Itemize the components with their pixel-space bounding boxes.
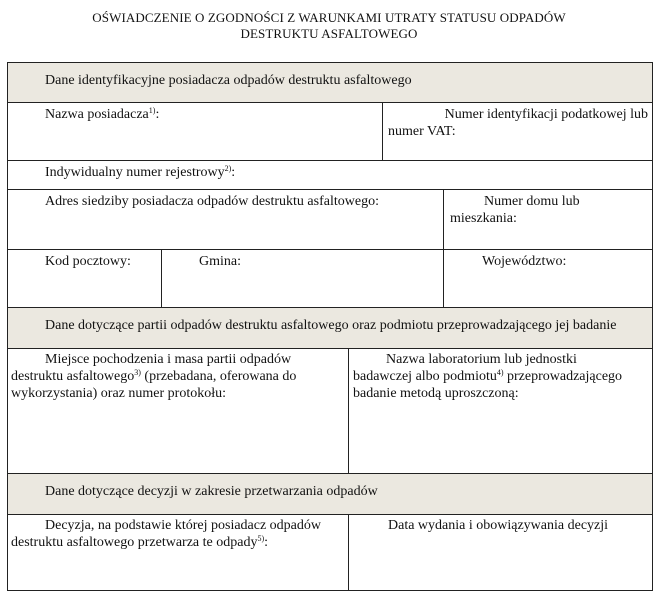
- laboratory-line-2-a: badawczej albo podmiotu: [353, 369, 497, 384]
- footnote-marker: 1): [148, 106, 156, 115]
- voivodeship-label: Województwo:: [482, 254, 567, 269]
- cell-divider: [348, 514, 349, 591]
- registry-number-text: Indywidualny numer rejestrowy: [45, 165, 225, 180]
- form-title-line-2: DESTRUKTU ASFALTOWEGO: [240, 26, 418, 41]
- decision-label: [11, 517, 345, 551]
- origin-line-2: [11, 368, 345, 385]
- table-border-left: [7, 62, 8, 591]
- origin-line-3: wykorzystania) oraz numer protokołu:: [11, 386, 226, 401]
- form-title: [0, 10, 658, 42]
- origin-label: [11, 351, 345, 402]
- tax-id-label: [386, 106, 648, 140]
- origin-line-2-a: destruktu asfaltowego: [11, 369, 135, 384]
- table-border-right: [652, 62, 653, 591]
- laboratory-line-2: [353, 368, 649, 385]
- section-header-decision: Dane dotyczące decyzji w zakresie przetwarzania odpadów: [45, 484, 378, 499]
- table-rule: [7, 307, 653, 308]
- laboratory-line-2-b: przeprowadzającego: [503, 369, 623, 384]
- tax-id-line-2: numer VAT:: [388, 124, 456, 139]
- table-rule: [7, 249, 653, 250]
- house-number-line-1: Numer domu lub: [484, 194, 580, 209]
- cell-divider: [382, 102, 383, 160]
- laboratory-line-3: badanie metodą uproszczoną:: [353, 386, 519, 401]
- laboratory-label: [353, 351, 649, 402]
- table-rule: [7, 189, 653, 190]
- cell-divider: [161, 249, 162, 308]
- table-rule: [7, 348, 653, 349]
- decision-line-2: [11, 534, 345, 551]
- footnote-marker: 2): [224, 164, 232, 173]
- origin-line-1: Miejsce pochodzenia i masa partii odpadów: [45, 352, 292, 367]
- commune-label: Gmina:: [199, 254, 241, 269]
- section-header-identification: Dane identyfikacyjne posiadacza odpadów destruktu asfaltowego: [45, 73, 412, 88]
- house-number-label: [448, 193, 648, 227]
- tax-id-line-1: Numer identyfikacji podatkowej lub: [444, 107, 648, 122]
- table-rule: [7, 102, 653, 103]
- cell-divider: [443, 189, 444, 308]
- table-rule: [7, 160, 653, 161]
- footnote-marker: 3): [134, 368, 141, 377]
- form-title-line-1: OŚWIADCZENIE O ZGODNOŚCI Z WARUNKAMI UTRATY STATUSU ODPADÓW: [92, 10, 566, 25]
- decision-line-2-b: :: [264, 535, 269, 550]
- table-border-top: [7, 62, 653, 63]
- cell-divider: [348, 348, 349, 474]
- footnote-marker: 4): [496, 368, 504, 377]
- laboratory-line-1: Nazwa laboratorium lub jednostki: [386, 352, 577, 367]
- table-rule: [7, 514, 653, 515]
- decision-line-1: Decyzja, na podstawie której posiadacz odpadów: [45, 518, 322, 533]
- address-label: Adres siedziby posiadacza odpadów destruktu asfaltowego:: [45, 194, 379, 209]
- decision-line-2-a: destruktu asfaltowego przetwarza te odpady: [11, 535, 258, 550]
- holder-name-text: Nazwa posiadacza: [45, 107, 149, 122]
- footnote-marker: 5): [257, 534, 265, 543]
- table-border-bottom: [7, 590, 653, 591]
- house-number-line-2: mieszkania:: [450, 211, 517, 226]
- postal-code-label: Kod pocztowy:: [45, 254, 131, 269]
- table-rule: [7, 473, 653, 474]
- decision-date-label: Data wydania i obowiązywania decyzji: [388, 518, 609, 533]
- registry-number-label: Indywidualny numer rejestrowy$^{2)}$:: [45, 164, 236, 180]
- holder-name-label: Nazwa posiadacza$^{1)}$:: [45, 106, 160, 122]
- section-header-batch: Dane dotyczące partii odpadów destruktu asfaltowego oraz podmiotu przeprowadzającego jej badanie: [45, 318, 617, 333]
- origin-line-2-b: (przebadana, oferowana do: [140, 369, 297, 384]
